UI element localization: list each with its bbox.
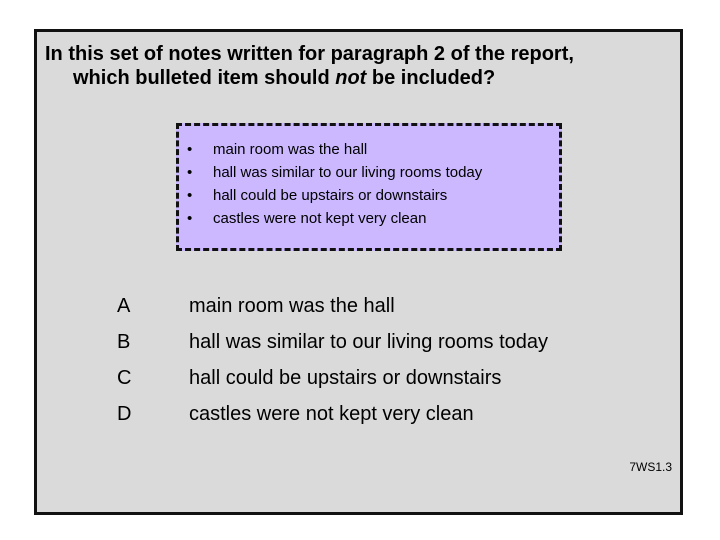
answer-options — [117, 288, 548, 432]
question-line-2 — [45, 66, 685, 90]
notes-item-text: hall could be upstairs or downstairs — [213, 187, 448, 204]
standard-code: 7WS1.3 — [629, 460, 672, 474]
option-letter: C — [117, 366, 132, 389]
notes-item — [187, 207, 482, 230]
answer-option-d[interactable] — [117, 396, 548, 432]
answer-option-a[interactable] — [117, 288, 548, 324]
answer-option-b[interactable] — [117, 324, 548, 360]
notes-item — [187, 138, 482, 161]
option-letter: B — [117, 330, 131, 353]
bullet-icon: • — [187, 187, 193, 204]
notes-item-text: main room was the hall — [213, 141, 368, 158]
notes-box — [176, 123, 562, 251]
question-text — [45, 42, 685, 90]
answer-option-c[interactable] — [117, 360, 548, 396]
bullet-icon: • — [187, 164, 193, 181]
bullet-icon: • — [187, 141, 193, 158]
option-letter: D — [117, 402, 132, 425]
question-line-2-start: which bulleted item should — [73, 67, 336, 89]
question-emphasis: not — [335, 67, 367, 89]
slide-panel — [34, 29, 683, 515]
option-text: hall was similar to our living rooms today — [189, 330, 549, 353]
question-line-2-end: be included? — [366, 67, 496, 89]
notes-item-text: castles were not kept very clean — [213, 210, 427, 227]
option-text: hall could be upstairs or downstairs — [189, 366, 502, 389]
notes-item-text: hall was similar to our living rooms today — [213, 164, 483, 181]
notes-item — [187, 184, 482, 207]
bullet-icon: • — [187, 210, 193, 227]
question-line-1: In this set of notes written for paragraph 2 of the report, — [45, 43, 574, 65]
option-letter: A — [117, 294, 131, 317]
option-text: castles were not kept very clean — [189, 402, 474, 425]
option-text: main room was the hall — [189, 294, 395, 317]
notes-item — [187, 161, 482, 184]
notes-list — [187, 138, 482, 230]
